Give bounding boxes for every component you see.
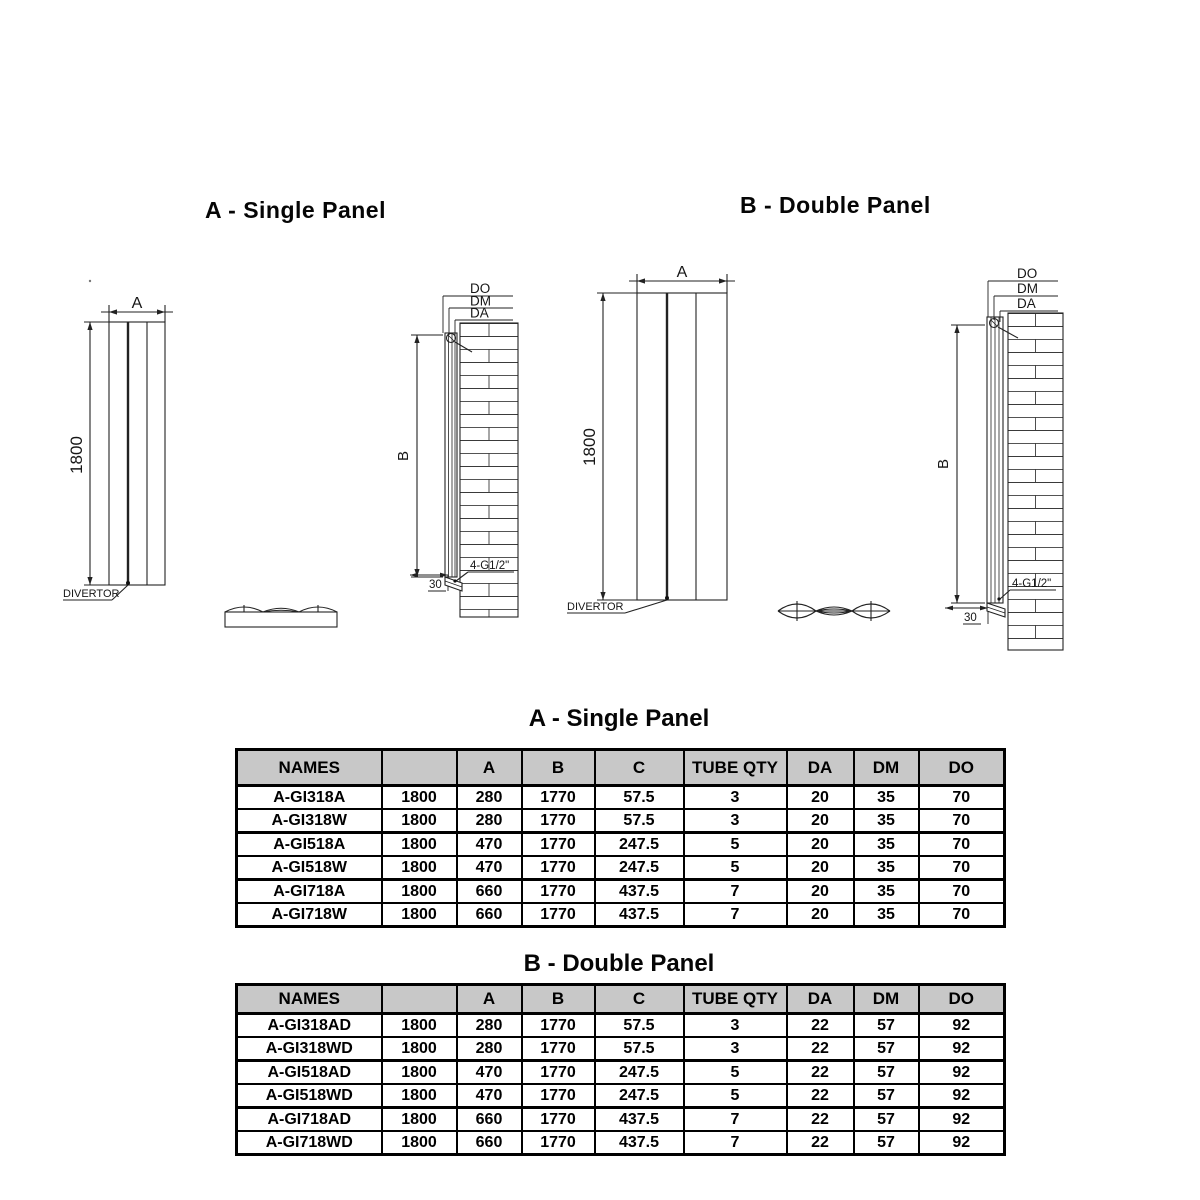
table-cell: 57 (854, 1037, 919, 1061)
table-cell: 20 (787, 786, 854, 810)
col-header-c: C (595, 750, 684, 786)
table-cell: 1800 (382, 1014, 457, 1038)
table-cell: 1800 (382, 809, 457, 833)
table-cell: 70 (919, 903, 1005, 927)
dim-label-1800: 1800 (580, 428, 599, 466)
col-header-blank (382, 750, 457, 786)
dim-label-b: B (935, 458, 952, 470)
table-cell: 5 (684, 1061, 787, 1085)
table-cell: 57 (854, 1108, 919, 1132)
table-cell: A-GI718W (237, 903, 382, 927)
table-cell: 1800 (382, 1037, 457, 1061)
single-side-view (395, 281, 518, 617)
table-cell: 3 (684, 1037, 787, 1061)
table-cell: 92 (919, 1037, 1005, 1061)
dim-label-b: B (395, 450, 412, 462)
connection-label: 4-G1/2" (1012, 578, 1052, 590)
single-front-view (63, 280, 173, 600)
table-cell: A-GI318AD (237, 1014, 382, 1038)
double-top-view (778, 601, 890, 621)
table-cell: A-GI518WD (237, 1084, 382, 1108)
table-cell: 470 (457, 833, 522, 857)
table-cell: A-GI318WD (237, 1037, 382, 1061)
divertor-label: DIVERTOR (567, 601, 624, 613)
dim-label-dm: DM (470, 293, 491, 309)
table-row (237, 1061, 1005, 1085)
table-cell: 35 (854, 880, 919, 904)
table-cell: 92 (919, 1084, 1005, 1108)
table-cell: A-GI518W (237, 856, 382, 880)
table-cell: 7 (684, 1131, 787, 1155)
table-cell: 35 (854, 809, 919, 833)
table-row (237, 833, 1005, 857)
col-header-tube-qty: TUBE QTY (684, 985, 787, 1014)
col-header-da: DA (787, 750, 854, 786)
table-cell: 660 (457, 1131, 522, 1155)
col-header-c: C (595, 985, 684, 1014)
table-cell: 92 (919, 1061, 1005, 1085)
table-cell: 247.5 (595, 1061, 684, 1085)
col-header-dm: DM (854, 750, 919, 786)
single-panel-spec-table (235, 748, 1006, 928)
table-cell: 70 (919, 856, 1005, 880)
table-cell: 247.5 (595, 1084, 684, 1108)
table-cell: A-GI318W (237, 809, 382, 833)
table-cell: 280 (457, 786, 522, 810)
table-cell: 57 (854, 1061, 919, 1085)
table-cell: A-GI718AD (237, 1108, 382, 1132)
table-cell: 280 (457, 1014, 522, 1038)
table-cell: 1800 (382, 833, 457, 857)
col-header-b: B (522, 750, 595, 786)
header-row (237, 750, 1005, 786)
table-cell: 70 (919, 833, 1005, 857)
single-top-view (225, 605, 337, 627)
dim-label-a: A (676, 264, 688, 281)
single-panel-table-title: A - Single Panel (528, 705, 710, 732)
single-panel-drawing-title: A - Single Panel (205, 197, 386, 223)
table-cell: 57 (854, 1084, 919, 1108)
col-header-dm: DM (854, 985, 919, 1014)
double-panel-drawing-title: B - Double Panel (740, 192, 931, 218)
table-cell: 1800 (382, 1131, 457, 1155)
table-cell: 20 (787, 809, 854, 833)
dim-label-da: DA (1017, 296, 1036, 311)
col-header-b: B (522, 985, 595, 1014)
table-cell: 1800 (382, 903, 457, 927)
dim-label-do: DO (1017, 266, 1038, 281)
double-front-view (567, 264, 735, 613)
table-cell: 437.5 (595, 1108, 684, 1132)
table-cell: 1770 (522, 1037, 595, 1061)
table-cell: 7 (684, 880, 787, 904)
table-cell: 1770 (522, 833, 595, 857)
table-row (237, 903, 1005, 927)
dim-label-a: A (131, 295, 143, 312)
table-cell: 7 (684, 903, 787, 927)
table-cell: A-GI518AD (237, 1061, 382, 1085)
table-cell: 660 (457, 1108, 522, 1132)
table-cell: 20 (787, 903, 854, 927)
table-cell: 22 (787, 1037, 854, 1061)
table-cell: 1800 (382, 1084, 457, 1108)
table-row (237, 1108, 1005, 1132)
table-cell: 70 (919, 880, 1005, 904)
table-cell: 1770 (522, 1014, 595, 1038)
table-cell: 70 (919, 809, 1005, 833)
col-header-do: DO (919, 985, 1005, 1014)
table-cell: 1770 (522, 786, 595, 810)
table-cell: 57.5 (595, 786, 684, 810)
table-cell: 35 (854, 833, 919, 857)
table-cell: 1800 (382, 1108, 457, 1132)
table-cell: A-GI518A (237, 833, 382, 857)
table-cell: 92 (919, 1014, 1005, 1038)
table-cell: A-GI718WD (237, 1131, 382, 1155)
table-cell: 280 (457, 1037, 522, 1061)
table-cell: 660 (457, 903, 522, 927)
table-row (237, 1084, 1005, 1108)
table-cell: 1800 (382, 880, 457, 904)
dim-label-dm: DM (1017, 281, 1038, 296)
table-cell: 470 (457, 856, 522, 880)
table-cell: 22 (787, 1014, 854, 1038)
table-cell: 1800 (382, 856, 457, 880)
table-cell: 92 (919, 1108, 1005, 1132)
table-cell: 1770 (522, 1061, 595, 1085)
table-cell: 20 (787, 856, 854, 880)
dim-label-1800: 1800 (67, 436, 86, 474)
table-cell: 5 (684, 856, 787, 880)
col-header-a: A (457, 750, 522, 786)
table-cell: 70 (919, 786, 1005, 810)
table-cell: 1770 (522, 1108, 595, 1132)
double-side-view (935, 266, 1063, 650)
stray-dot (89, 280, 91, 282)
dim-label-30: 30 (429, 579, 442, 591)
col-header-da: DA (787, 985, 854, 1014)
connection-label: 4-G1/2" (470, 560, 510, 572)
double-panel-spec-table (235, 983, 1006, 1156)
table-cell: A-GI718A (237, 880, 382, 904)
table-cell: 57.5 (595, 1037, 684, 1061)
table-cell: 1770 (522, 1084, 595, 1108)
header-row (237, 985, 1005, 1014)
table-row (237, 1131, 1005, 1155)
table-cell: 57.5 (595, 809, 684, 833)
table-row (237, 1037, 1005, 1061)
table-cell: 1770 (522, 880, 595, 904)
table-cell: 22 (787, 1131, 854, 1155)
table-cell: A-GI318A (237, 786, 382, 810)
table-cell: 7 (684, 1108, 787, 1132)
col-header-tube-qty: TUBE QTY (684, 750, 787, 786)
table-cell: 247.5 (595, 856, 684, 880)
table-cell: 1800 (382, 786, 457, 810)
table-cell: 22 (787, 1108, 854, 1132)
table-cell: 35 (854, 903, 919, 927)
table-cell: 22 (787, 1084, 854, 1108)
divertor-label: DIVERTOR (63, 588, 120, 600)
table-cell: 5 (684, 833, 787, 857)
col-header-blank (382, 985, 457, 1014)
col-header-a: A (457, 985, 522, 1014)
col-header-names: NAMES (237, 985, 382, 1014)
table-cell: 92 (919, 1131, 1005, 1155)
table-row (237, 1014, 1005, 1038)
table-cell: 437.5 (595, 903, 684, 927)
table-cell: 22 (787, 1061, 854, 1085)
table-row (237, 880, 1005, 904)
table-row (237, 809, 1005, 833)
table-cell: 437.5 (595, 880, 684, 904)
table-cell: 1770 (522, 856, 595, 880)
table-cell: 280 (457, 809, 522, 833)
table-cell: 470 (457, 1061, 522, 1085)
table-cell: 20 (787, 880, 854, 904)
table-cell: 3 (684, 809, 787, 833)
table-cell: 35 (854, 786, 919, 810)
table-cell: 470 (457, 1084, 522, 1108)
table-cell: 57.5 (595, 1014, 684, 1038)
table-cell: 247.5 (595, 833, 684, 857)
table-cell: 3 (684, 786, 787, 810)
table-cell: 437.5 (595, 1131, 684, 1155)
table-cell: 1770 (522, 809, 595, 833)
dim-label-30: 30 (964, 612, 977, 624)
dim-label-da: DA (470, 305, 489, 321)
table-cell: 20 (787, 833, 854, 857)
table-row (237, 786, 1005, 810)
table-cell: 35 (854, 856, 919, 880)
table-cell: 57 (854, 1131, 919, 1155)
table-row (237, 856, 1005, 880)
table-cell: 1800 (382, 1061, 457, 1085)
table-cell: 1770 (522, 903, 595, 927)
table-cell: 57 (854, 1014, 919, 1038)
double-panel-table-title: B - Double Panel (523, 950, 715, 977)
col-header-names: NAMES (237, 750, 382, 786)
table-cell: 660 (457, 880, 522, 904)
dim-label-do: DO (470, 281, 491, 296)
table-cell: 1770 (522, 1131, 595, 1155)
table-cell: 3 (684, 1014, 787, 1038)
col-header-do: DO (919, 750, 1005, 786)
table-cell: 5 (684, 1084, 787, 1108)
